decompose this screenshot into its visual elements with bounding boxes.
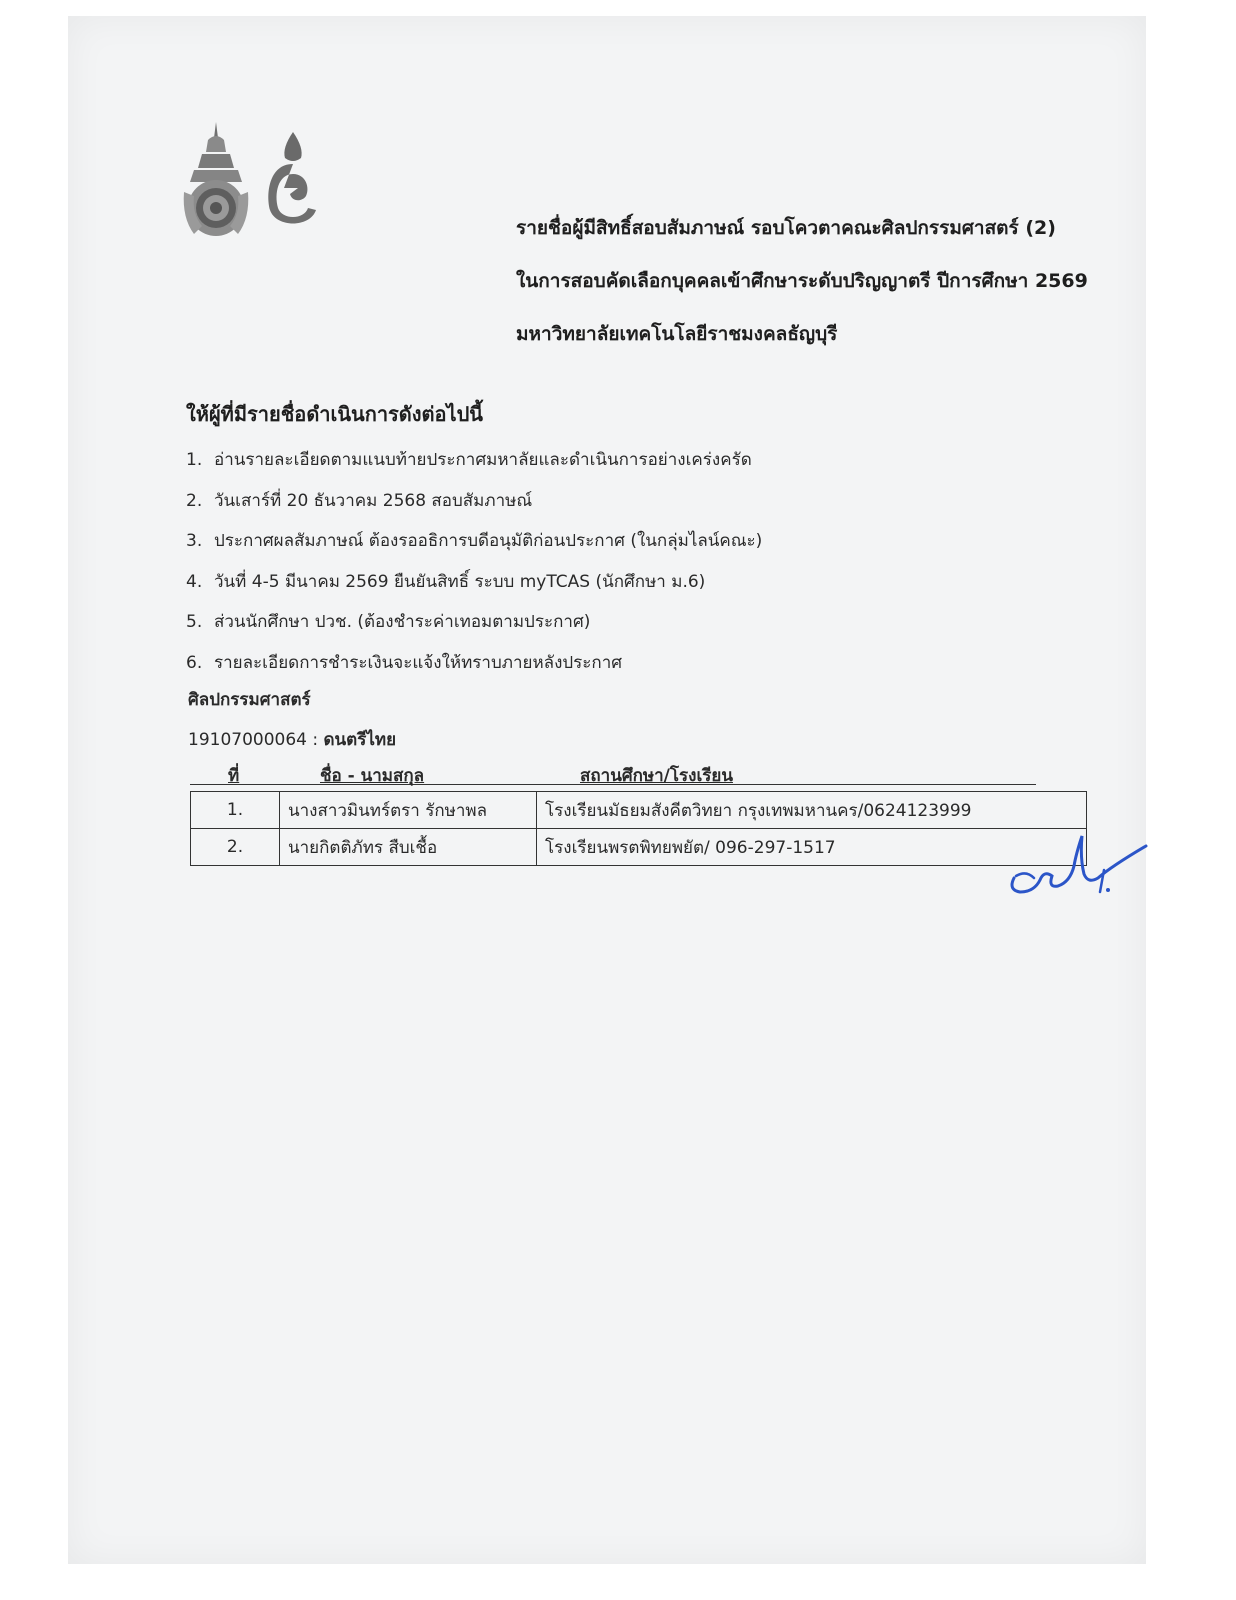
major-line [188, 726, 396, 753]
students-table [190, 791, 1087, 866]
major-code: 19107000064 : [188, 730, 324, 750]
instruction-text: รายละเอียดการชำระเงินจะแจ้งให้ทราบภายหลังประกาศ [214, 652, 623, 673]
row-number: 1. [191, 792, 280, 829]
column-header-no: ที่ [228, 766, 240, 786]
row-number: 2. [191, 829, 280, 866]
major-name: ดนตรีไทย [323, 730, 397, 750]
student-school: โรงเรียนมัธยมสังคีตวิทยา กรุงเทพมหานคร/0624123999 [537, 792, 1087, 829]
header-line-1: รายชื่อผู้มีสิทธิ์สอบสัมภาษณ์ รอบโควตาคณะศิลปกรรมศาสตร์ (2) [516, 217, 1056, 239]
instruction-text: วันที่ 4-5 มีนาคม 2569 ยืนยันสิทธิ์ ระบบ myTCAS (นักศึกษา ม.6) [214, 571, 706, 592]
logos [180, 118, 330, 243]
header-line-2: ในการสอบคัดเลือกบุคคลเข้าศึกษาระดับปริญญาตรี ปีการศึกษา 2569 [516, 270, 1088, 292]
signature-icon [1004, 826, 1148, 904]
document-header [516, 202, 1088, 361]
instruction-number: 3. [186, 531, 203, 551]
instruction-number: 5. [186, 612, 203, 632]
instruction-item [186, 440, 762, 481]
instruction-number: 1. [186, 450, 203, 470]
instruction-item [186, 521, 762, 562]
student-name: นายกิตติภัทร สืบเชื้อ [280, 829, 537, 866]
column-header-name: ชื่อ - นามสกุล [320, 766, 425, 786]
instruction-text: อ่านรายละเอียดตามแนบท้ายประกาศมหาลัยและดำเนินการอย่างเคร่งครัด [214, 450, 752, 470]
instruction-text: ส่วนนักศึกษา ปวช. (ต้องชำระค่าเทอมตามประกาศ) [214, 612, 591, 632]
instructions-list [186, 440, 762, 683]
instruction-text: ประกาศผลสัมภาษณ์ ต้องรออธิการบดีอนุมัติก่อนประกาศ (ในกลุ่มไลน์คณะ) [214, 531, 763, 551]
rmutt-emblem-icon [262, 132, 324, 232]
table-row [191, 792, 1087, 829]
table-row [191, 829, 1087, 866]
instruction-number: 4. [186, 571, 203, 592]
column-header-school: สถานศึกษา/โรงเรียน [580, 766, 733, 786]
instruction-number: 6. [186, 652, 203, 673]
university-seal-icon [180, 118, 252, 240]
instructions-title: ให้ผู้ที่มีรายชื่อดำเนินการดังต่อไปนี้ [186, 402, 483, 426]
student-school: โรงเรียนพรตพิทยพยัต/ 096-297-1517 [537, 829, 1087, 866]
instruction-item [186, 562, 762, 603]
instruction-item [186, 643, 762, 684]
instruction-text: วันเสาร์ที่ 20 ธันวาคม 2568 สอบสัมภาษณ์ [214, 490, 533, 511]
instruction-number: 2. [186, 490, 203, 511]
table-column-headers [190, 760, 1036, 785]
header-line-3: มหาวิทยาลัยเทคโนโลยีราชมงคลธัญบุรี [516, 323, 838, 345]
student-name: นางสาวมินทร์ตรา รักษาพล [280, 792, 537, 829]
faculty-heading: ศิลปกรรมศาสตร์ [188, 690, 311, 710]
instruction-item [186, 602, 762, 643]
instruction-item [186, 481, 762, 522]
